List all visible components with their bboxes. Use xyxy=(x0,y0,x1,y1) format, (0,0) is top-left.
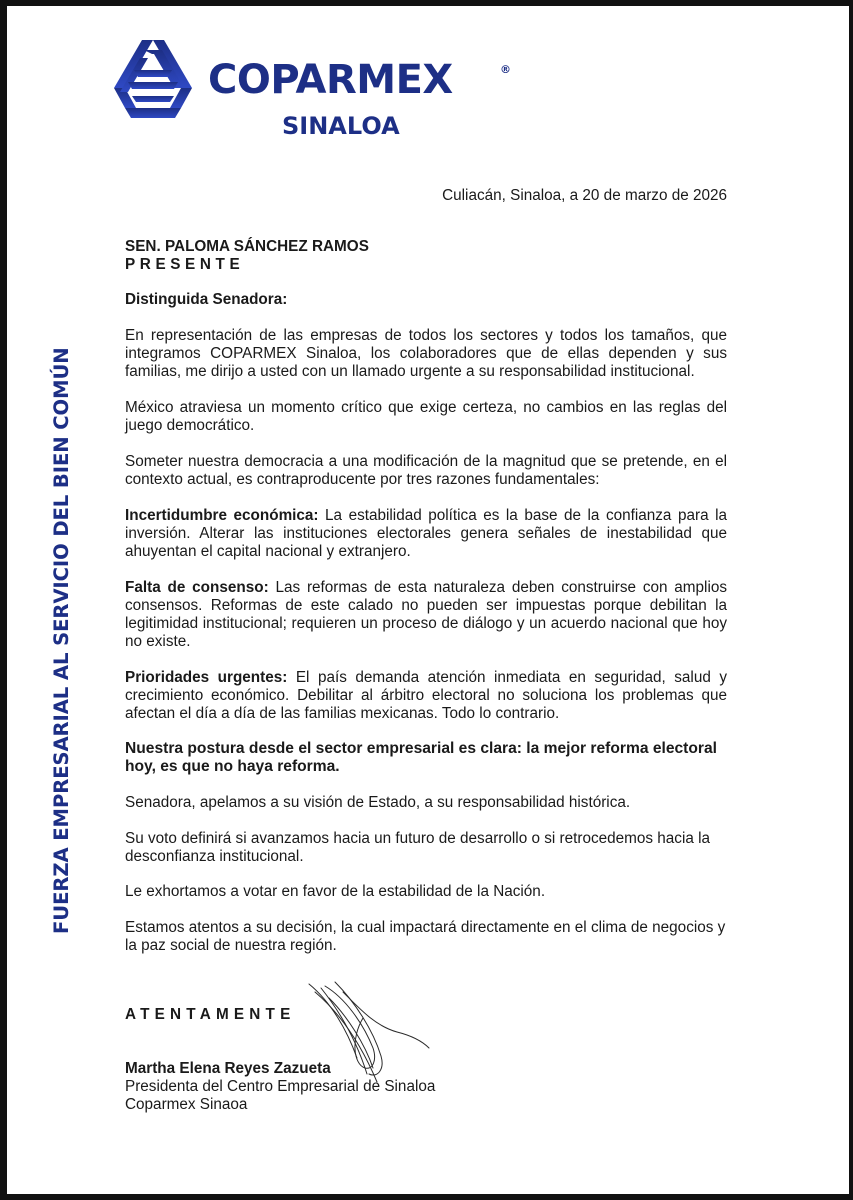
reason-economic-text: La estabilidad política es la base de la confianza para la inversión. Alterar las instituciones electorales genera señales de inestabilidad que ahuyentan el capital nacional y extranjero. xyxy=(125,507,727,560)
reason-economic-title: Incertidumbre económica: xyxy=(125,507,319,524)
paragraph-vote: Su voto definirá si avanzamos hacia un futuro de desarrollo o si retrocedemos hacia la desconfianza institucional. xyxy=(125,830,711,865)
coparmex-wordmark: COPARMEX xyxy=(208,57,453,103)
reason-economic xyxy=(125,507,727,561)
signer-name: Martha Elena Reyes Zazueta xyxy=(125,1060,331,1077)
presente-line: PRESENTE xyxy=(125,256,245,273)
paragraph-reasons-intro: Someter nuestra democracia a una modificación de la magnitud que se pretende, en el contexto actual, es contraproducente por tres razones fundamentales: xyxy=(125,453,727,488)
reason-consensus-title: Falta de consenso: xyxy=(125,579,269,596)
registered-mark: ® xyxy=(500,63,511,76)
recipient-name: SEN. PALOMA SÁNCHEZ RAMOS xyxy=(125,238,369,255)
reason-priorities-title: Prioridades urgentes: xyxy=(125,669,288,686)
signer-role: Presidenta del Centro Empresarial de Sinaloa xyxy=(125,1078,436,1095)
signer-organization: Coparmex Sinaoa xyxy=(125,1096,248,1113)
closing-atentamente: ATENTAMENTE xyxy=(125,1006,296,1023)
paragraph-appeal: Senadora, apelamos a su visión de Estado, a su responsabilidad histórica. xyxy=(125,794,631,811)
paragraph-exhortation: Le exhortamos a votar en favor de la estabilidad de la Nación. xyxy=(125,883,546,900)
stance-statement: Nuestra postura desde el sector empresarial es clara: la mejor reforma electoral hoy, es que no haya reforma. xyxy=(125,740,717,775)
reason-consensus-text: Las reformas de esta naturaleza deben construirse con amplios consensos. Reformas de este calado no pueden ser impuestas porque debilitan la legitimidad institucional; requieren un proceso de diálogo y un acuerdo nacional que hoy no existe. xyxy=(125,579,727,650)
side-slogan: FUERZA EMPRESARIAL AL SERVICIO DEL BIEN COMÚN xyxy=(50,347,73,934)
salutation: Distinguida Senadora: xyxy=(125,291,288,308)
reason-consensus xyxy=(125,579,727,651)
paragraph-intro: En representación de las empresas de todos los sectores y todos los tamaños, que integramos COPARMEX Sinaloa, los colaboradores que de ellas dependen y sus familias, me dirijo a usted con un llamado urgente a su responsabilidad institucional. xyxy=(125,327,727,380)
paragraph-context: México atraviesa un momento crítico que exige certeza, no cambios en las reglas del juego democrático. xyxy=(125,399,727,434)
coparmex-triangle-icon xyxy=(114,40,192,120)
logo-region: SINALOA xyxy=(282,112,400,140)
reason-priorities xyxy=(125,669,727,723)
reason-priorities-text: El país demanda atención inmediata en seguridad, salud y crecimiento económico. Debilitar al árbitro electoral no soluciona los problemas que afectan el día a día de las familias mexicanas. Todo lo contrario. xyxy=(125,669,727,722)
paragraph-decision: Estamos atentos a su decisión, la cual impactará directamente en el clima de negocios y la paz social de nuestra región. xyxy=(125,919,726,954)
date-line: Culiacán, Sinaloa, a 20 de marzo de 2026 xyxy=(442,187,727,204)
coparmex-logo xyxy=(114,40,514,140)
